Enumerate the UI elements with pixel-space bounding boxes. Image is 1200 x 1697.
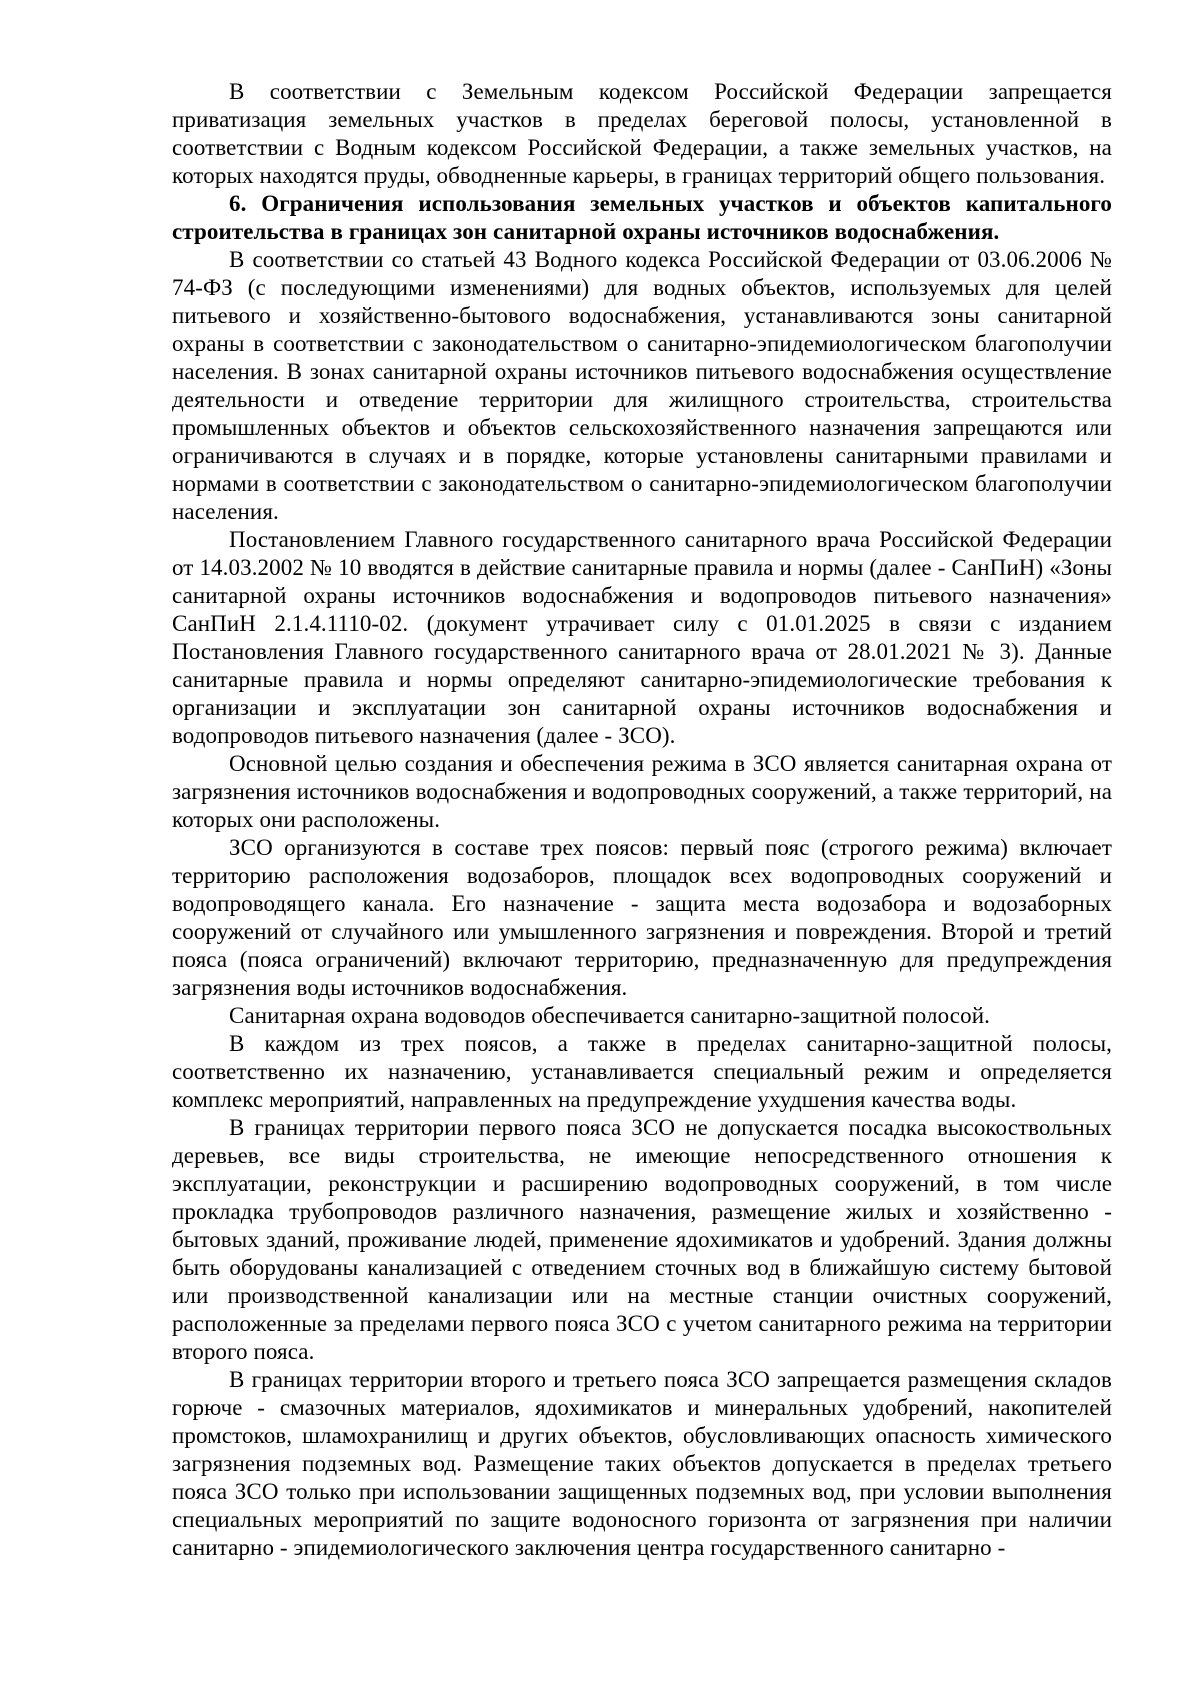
- paragraph-land-privatization: В соответствии с Земельным кодексом Российской Федерации запрещается приватизация земельных участков в пределах береговой полосы, установленной в соответствии с Водным кодексом Российской Федерации, а также земельных участков, на которых находятся пруды, обводненные карьеры, в границах территорий общего пользования.: [172, 79, 1112, 188]
- paragraph-zso-belts: ЗСО организуются в составе трех поясов: первый пояс (строгого режима) включает территорию расположения водозаборов, площадок всех водопроводных сооружений и водопроводящего канала. Его назначение - защита места водозабора и водозаборных сооружений от случайного или умышленного загрязнения и повреждения. Второй и третий пояса (пояса ограничений) включают территорию, предназначенную для предупреждения загрязнения воды источников водоснабжения.: [172, 835, 1112, 1000]
- paragraph-sanpin-resolution: Постановлением Главного государственного санитарного врача Российской Федерации от 14.03.2002 № 10 вводятся в действие санитарные правила и нормы (далее - СанПиН) «Зоны санитарной охраны источников водоснабжения и водопроводов питьевого назначения» СанПиН 2.1.4.1110-02. (документ утрачивает силу с 01.01.2025 в связи с изданием Постановления Главного государственного санитарного врача от 28.01.2021 № 3). Данные санитарные правила и нормы определяют санитарно-эпидемиологические требования к организации и эксплуатации зон санитарной охраны источников водоснабжения и водопроводов питьевого назначения (далее - ЗСО).: [172, 527, 1112, 748]
- paragraph-zso-purpose: Основной целью создания и обеспечения режима в ЗСО является санитарная охрана от загрязнения источников водоснабжения и водопроводных сооружений, а также территорий, на которых они расположены.: [172, 751, 1112, 832]
- paragraph-special-regime: В каждом из трех поясов, а также в пределах санитарно-защитной полосы, соответственно их назначению, устанавливается специальный режим и определяется комплекс мероприятий, направленных на предупреждение ухудшения качества воды.: [172, 1031, 1112, 1112]
- section-heading-6: 6. Ограничения использования земельных участков и объектов капитального строительства в границах зон санитарной охраны источников водоснабжения.: [172, 191, 1112, 244]
- paragraph-first-belt-restrictions: В границах территории первого пояса ЗСО не допускается посадка высокоствольных деревьев, все виды строительства, не имеющие непосредственного отношения к эксплуатации, реконструкции и расширению водопроводных сооружений, в том числе прокладка трубопроводов различного назначения, размещение жилых и хозяйственно - бытовых зданий, проживание людей, применение ядохимикатов и удобрений. Здания должны быть оборудованы канализацией с отведением сточных вод в ближайшую систему бытовой или производственной канализации или на местные станции очистных сооружений, расположенные за пределами первого пояса ЗСО с учетом санитарного режима на территории второго пояса.: [172, 1115, 1112, 1364]
- paragraph-second-third-belt-restrictions: В границах территории второго и третьего пояса ЗСО запрещается размещения складов горюче - смазочных материалов, ядохимикатов и минеральных удобрений, накопителей промстоков, шламохранилищ и других объектов, обусловливающих опасность химического загрязнения подземных вод. Размещение таких объектов допускается в пределах третьего пояса ЗСО только при использовании защищенных подземных вод, при условии выполнения специальных мероприятий по защите водоносного горизонта от загрязнения при наличии санитарно - эпидемиологического заключения центра государственного санитарно -: [172, 1367, 1112, 1560]
- paragraph-water-code-article-43: В соответствии со статьей 43 Водного кодекса Российской Федерации от 03.06.2006 № 74-ФЗ (с последующими изменениями) для водных объектов, используемых для целей питьевого и хозяйственно-бытового водоснабжения, устанавливаются зоны санитарной охраны в соответствии с законодательством о санитарно-эпидемиологическом благополучии населения. В зонах санитарной охраны источников питьевого водоснабжения осуществление деятельности и отведение территории для жилищного строительства, строительства промышленных объектов и объектов сельскохозяйственного назначения запрещаются или ограничиваются в случаях и в порядке, которые установлены санитарными правилами и нормами в соответствии с законодательством о санитарно-эпидемиологическом благополучии населения.: [172, 247, 1112, 524]
- paragraph-water-conduits: Санитарная охрана водоводов обеспечивается санитарно-защитной полосой.: [229, 1003, 990, 1028]
